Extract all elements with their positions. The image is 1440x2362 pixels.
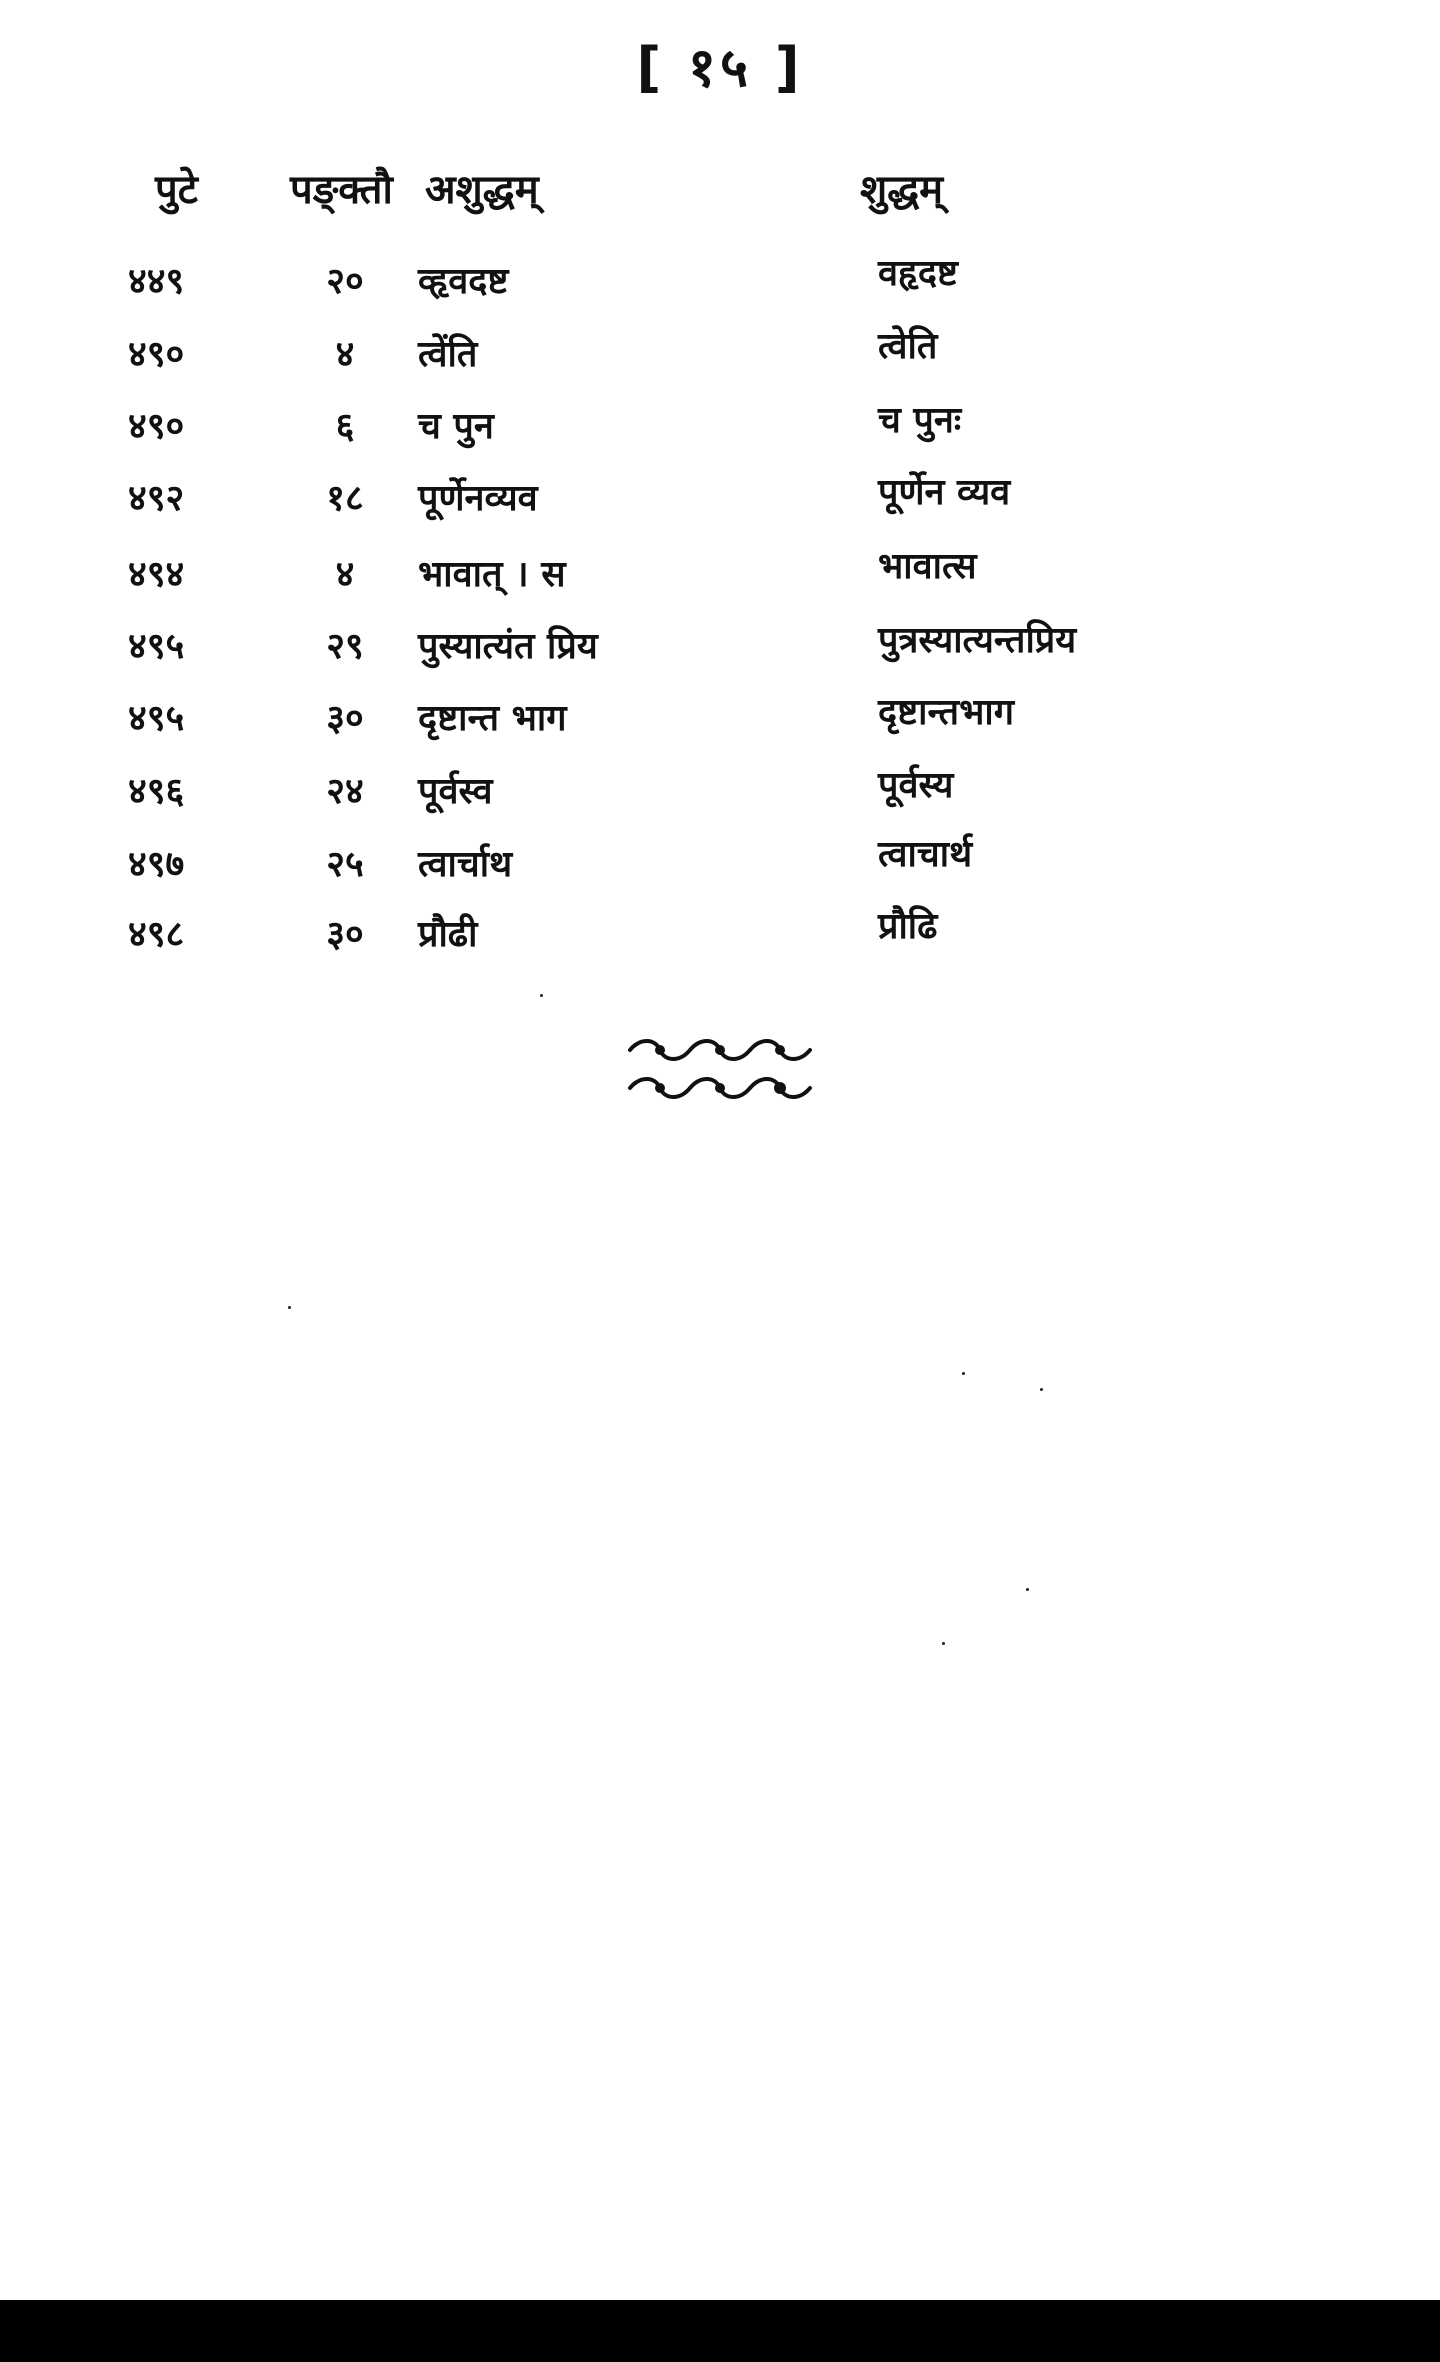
table-row [0, 548, 1440, 618]
correct-cell: पुत्रस्यात्यन्तप्रिय [878, 620, 1077, 661]
line-cell: २० [326, 261, 364, 302]
line-cell: १८ [326, 478, 364, 519]
table-row [0, 328, 1440, 398]
table-row [0, 400, 1440, 470]
incorrect-cell: पुस्यात्यंत प्रिय [418, 626, 598, 667]
table-row [0, 692, 1440, 762]
page-cell: ४९० [128, 406, 185, 447]
correct-cell: प्रौढि [878, 906, 938, 947]
flourish-icon [620, 1030, 820, 1110]
page-cell: ४४९ [128, 261, 185, 302]
column-header-line: पङ्क्तौ [290, 167, 393, 213]
scan-speck [942, 1642, 945, 1645]
column-header-incorrect: अशुद्धम् [425, 167, 539, 213]
correct-cell: पूर्वस्य [878, 765, 954, 806]
table-row [0, 472, 1440, 542]
scan-speck [1026, 1588, 1029, 1591]
scan-speck [540, 994, 543, 997]
column-header-correct: शुद्धम् [860, 167, 944, 213]
line-cell: २४ [326, 771, 364, 812]
page-cell: ४९५ [128, 626, 185, 667]
table-row [0, 620, 1440, 690]
incorrect-cell: च पुन [418, 406, 494, 447]
correct-cell: भावात्स [878, 546, 977, 587]
table-row [0, 834, 1440, 908]
line-cell: ३० [326, 698, 364, 739]
table-row [0, 908, 1440, 978]
flourish-ornament [0, 1030, 1440, 1114]
page-cell: ४९७ [128, 844, 185, 885]
table-row [0, 255, 1440, 325]
page-cell: ४९२ [128, 478, 185, 519]
correct-cell: दृष्टान्तभाग [878, 692, 1014, 733]
line-cell: ३० [326, 914, 364, 955]
correct-cell: पूर्णेन व्यव [878, 472, 1011, 513]
scan-border-band [0, 2300, 1440, 2362]
scan-speck [288, 1306, 291, 1309]
incorrect-cell: त्वेंति [418, 334, 478, 375]
correct-cell: त्वेति [878, 326, 938, 367]
line-cell: ६ [335, 406, 355, 447]
page-cell: ४९४ [128, 554, 185, 595]
page-cell: ४९० [128, 334, 185, 375]
page-cell: ४९८ [128, 914, 185, 955]
line-cell: २५ [326, 844, 364, 885]
correct-cell: च पुनः [878, 400, 962, 441]
correct-cell: त्वाचार्थ [878, 834, 973, 875]
page-number: [ १५ ] [636, 36, 804, 99]
incorrect-cell: दृष्टान्त भाग [418, 698, 567, 739]
errata-table-header [0, 160, 1440, 230]
incorrect-cell: पूर्वस्व [418, 771, 493, 812]
incorrect-cell: भावात् । स [418, 554, 566, 595]
incorrect-cell: प्रौढी [418, 914, 478, 955]
scan-speck [1040, 1388, 1043, 1391]
line-cell: २९ [326, 626, 364, 667]
line-cell: ४ [335, 554, 355, 595]
incorrect-cell: त्वार्चाथ [418, 844, 513, 885]
incorrect-cell: व्हृवदष्ट [418, 261, 509, 302]
table-row [0, 765, 1440, 835]
line-cell: ४ [335, 334, 355, 375]
column-header-page: पुटे [155, 167, 198, 213]
page-cell: ४९५ [128, 698, 185, 739]
correct-cell: वहृदष्ट [878, 253, 958, 294]
scan-speck [962, 1372, 965, 1375]
page-cell: ४९६ [128, 771, 185, 812]
incorrect-cell: पूर्णेनव्यव [418, 478, 538, 519]
